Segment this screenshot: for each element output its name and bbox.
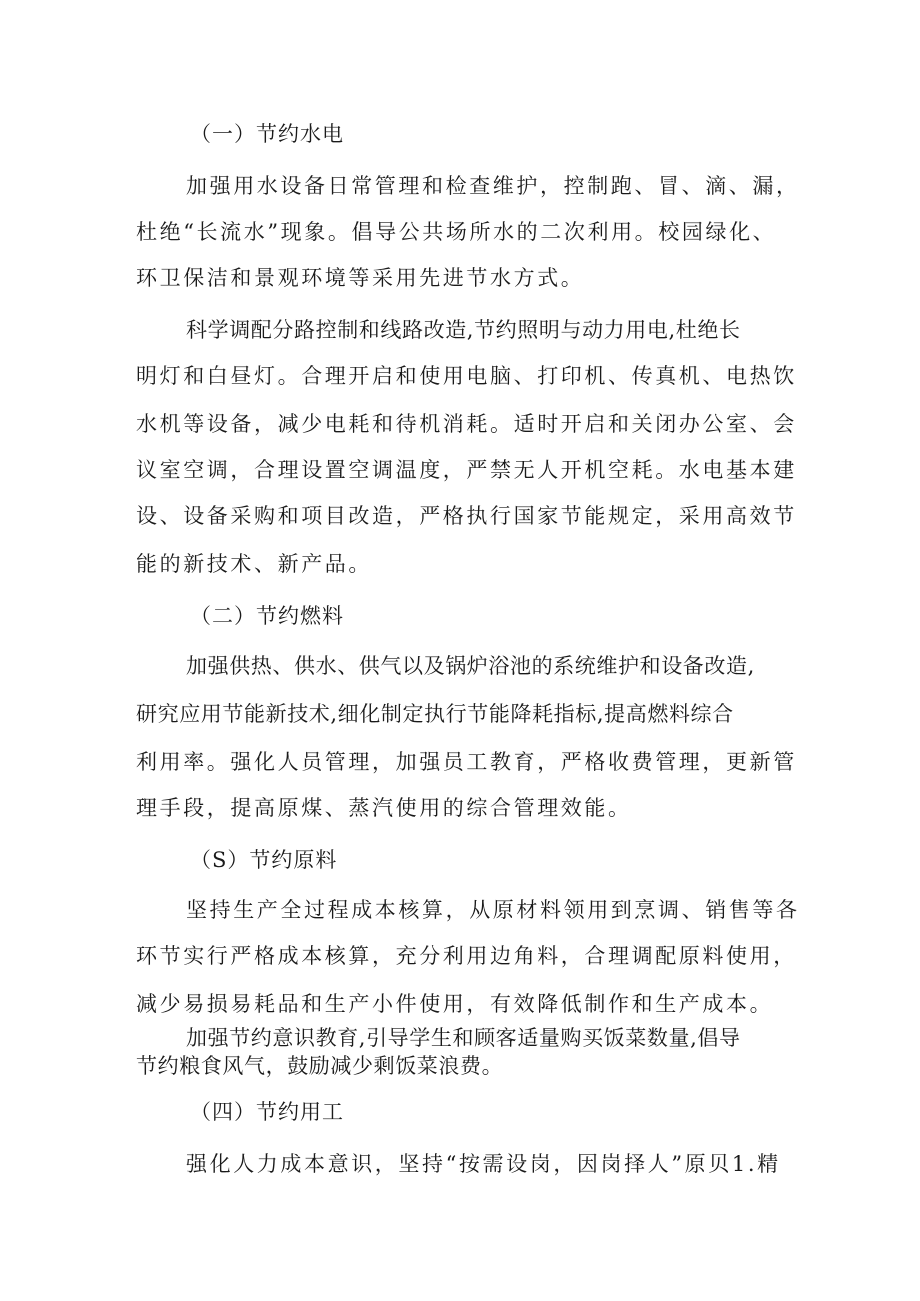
section-heading-2: （二）节约燃料	[190, 604, 344, 628]
paragraph-line: 水机等设备，减少电耗和待机消耗。适时开启和关闭办公室、会	[136, 412, 797, 436]
paragraph-line: 加强供热、供水、供气以及锅炉浴池的系统维护和设备改造,	[186, 654, 755, 678]
paragraph-line: 理手段，提高原煤、蒸汽使用的综合管理效能。	[136, 796, 632, 820]
paragraph-line: 设、设备采购和项目改造，严格执行国家节能规定，采用高效节	[136, 504, 797, 528]
paragraph-line: 能的新技术、新产品。	[136, 552, 372, 576]
paragraph-line: 节约粮食风气，鼓励减少剩饭菜浪费。	[136, 1054, 504, 1078]
paragraph-line: 明灯和白昼灯。合理开启和使用电脑、打印机、传真机、电热饮	[136, 364, 797, 388]
paragraph-line: 杜绝“长流水”现象。倡导公共场所水的二次利用。校园绿化、	[136, 220, 777, 244]
paragraph-line: 科学调配分路控制和线路改造,节约照明与动力用电,杜绝长	[186, 318, 741, 342]
paragraph-line: 加强节约意识教育,引导学生和顾客适量购买饭菜数量,倡导	[186, 1026, 741, 1050]
paragraph-line: 利用率。强化人员管理，加强员工教育，严格收费管理，更新管	[136, 750, 797, 774]
paragraph-line: 环卫保洁和景观环境等采用先进节水方式。	[136, 266, 585, 290]
paragraph-line: 环节实行严格成本核算，充分利用边角料，合理调配原料使用，	[136, 944, 797, 968]
paragraph-line: 加强用水设备日常管理和检查维护，控制跑、冒、滴、漏，	[186, 174, 800, 198]
section-heading-4: （四）节约用工	[190, 1100, 344, 1124]
paragraph-line: 减少易损易耗品和生产小件使用，有效降低制作和生产成本。	[136, 992, 774, 1016]
section-heading-1: （一）节约水电	[190, 122, 344, 146]
paragraph-line: 强化人力成本意识，坚持“按需设岗，因岗择人”原贝1.精	[186, 1152, 781, 1176]
paragraph-line: 议室空调，合理设置空调温度，严禁无人开机空耗。水电基本建	[136, 458, 797, 482]
paragraph-line: 研究应用节能新技术,细化制定执行节能降耗指标,提高燃料综合	[136, 702, 734, 726]
paragraph-line: 坚持生产全过程成本核算，从原材料领用到烹调、销售等各	[186, 898, 800, 922]
section-heading-3: （S）节约原料	[190, 848, 338, 872]
